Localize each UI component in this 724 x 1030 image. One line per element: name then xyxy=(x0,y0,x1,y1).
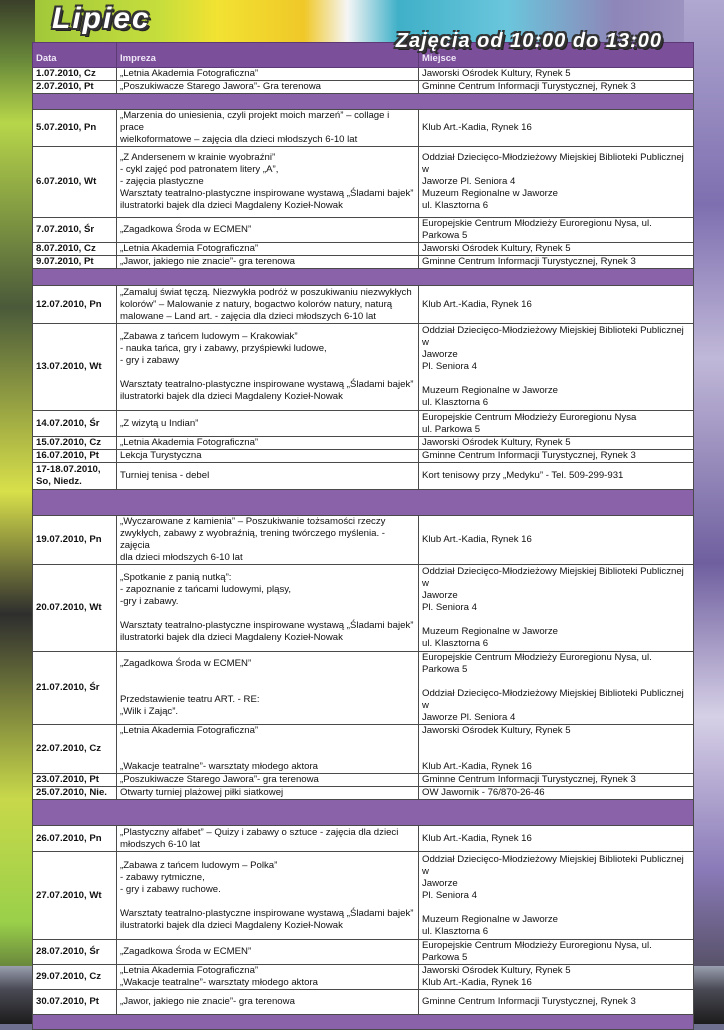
week-separator xyxy=(33,1015,694,1030)
place-cell: Oddział Dziecięco-Młodzieżowy Miejskiej Biblioteki Publicznej w Jaworze Pl. Seniora 4 Muzeum Regionalne w Jaworze ul. Klasztorna 6 xyxy=(419,147,694,218)
event-cell: „Plastyczny alfabet” – Quizy i zabawy o sztuce - zajęcia dla dzieci młodszych 6-10 lat xyxy=(117,826,419,852)
date-cell: 26.07.2010, Pn xyxy=(33,826,117,852)
place-cell: Klub Art.-Kadia, Rynek 16 xyxy=(419,516,694,565)
event-cell: „Poszukiwacze Starego Jawora”- gra terenowa xyxy=(117,774,419,787)
week-separator-cell xyxy=(33,94,694,110)
table-row xyxy=(33,147,694,218)
week-separator-cell xyxy=(33,800,694,826)
date-cell: 13.07.2010, Wt xyxy=(33,324,117,411)
date-cell: 6.07.2010, Wt xyxy=(33,147,117,218)
event-cell: „Z wizytą u Indian” xyxy=(117,411,419,437)
event-cell: „Jawor, jakiego nie znacie”- gra terenowa xyxy=(117,256,419,269)
table-row xyxy=(33,965,694,990)
table-row xyxy=(33,652,694,725)
event-cell: „Wyczarowane z kamienia” – Poszukiwanie tożsamości rzeczy zwykłych, zabawy z wyobraźnią, trening twórczego myślenia. - zajęcia dla dzieci młodszych 6-10 lat xyxy=(117,516,419,565)
table-row xyxy=(33,725,694,774)
event-cell: „Zamaluj świat tęczą. Niezwykła podróż w poszukiwaniu niezwykłych kolorów” – Malowanie z natury, bogactwo kolorów natury, naturą malowane – Land art. - zajęcia dla dzieci młodszych 6-10 lat xyxy=(117,286,419,324)
date-cell: 12.07.2010, Pn xyxy=(33,286,117,324)
table-row xyxy=(33,463,694,490)
column-header-place: Miejsce xyxy=(419,43,694,68)
column-header-date: Data xyxy=(33,43,117,68)
place-cell: Klub Art.-Kadia, Rynek 16 xyxy=(419,286,694,324)
table-row xyxy=(33,826,694,852)
event-cell: „Letnia Akademia Fotograficzna” xyxy=(117,243,419,256)
event-cell: „Zabawa z tańcem ludowym – Krakowiak” - nauka tańca, gry i zabawy, przyśpiewki ludowe, - gry i zabawy Warsztaty teatralno-plastyczne inspirowane wystawą „Śladami bajek” ilustratorki bajek dla dzieci Magdaleny Kozieł-Nowak xyxy=(117,324,419,411)
date-cell: 20.07.2010, Wt xyxy=(33,565,117,652)
event-cell: „Zagadkowa Środa w ECMEN” Przedstawienie teatru ART. - RE: „Wilk i Zając”. xyxy=(117,652,419,725)
week-separator-cell xyxy=(33,269,694,286)
month-title: Lipiec xyxy=(52,2,151,35)
table-row xyxy=(33,852,694,940)
schedule-table-wrapper xyxy=(32,42,693,1030)
event-cell: Turniej tenisa - debel xyxy=(117,463,419,490)
place-cell: Oddział Dziecięco-Młodzieżowy Miejskiej Biblioteki Publicznej w Jaworze Pl. Seniora 4 Muzeum Regionalne w Jaworze ul. Klasztorna 6 xyxy=(419,565,694,652)
place-cell: Jaworski Ośrodek Kultury, Rynek 5 Klub Art.-Kadia, Rynek 16 xyxy=(419,725,694,774)
event-cell: „Spotkanie z panią nutką”: - zapoznanie z tańcami ludowymi, pląsy, -gry i zabawy. Warsztaty teatralno-plastyczne inspirowane wystawą „Śladami bajek” ilustratorki bajek dla dzieci Magdaleny Kozieł-Nowak xyxy=(117,565,419,652)
place-cell: OW Jawornik - 76/870-26-46 xyxy=(419,787,694,800)
week-separator xyxy=(33,800,694,826)
place-cell: Gminne Centrum Informacji Turystycznej, Rynek 3 xyxy=(419,256,694,269)
table-row xyxy=(33,218,694,243)
date-cell: 21.07.2010, Śr xyxy=(33,652,117,725)
event-cell: „Zagadkowa Środa w ECMEN” xyxy=(117,940,419,965)
week-separator xyxy=(33,94,694,110)
table-row xyxy=(33,990,694,1015)
place-cell: Gminne Centrum Informacji Turystycznej, Rynek 3 xyxy=(419,450,694,463)
hours-title: Zajęcia od 10:00 do 13:00 xyxy=(395,30,662,52)
schedule-table xyxy=(32,42,694,1030)
event-cell: „Letnia Akademia Fotograficzna” xyxy=(117,437,419,450)
table-row xyxy=(33,68,694,81)
event-cell: „Zabawa z tańcem ludowym – Polka” - zabawy rytmiczne, - gry i zabawy ruchowe. Warsztaty teatralno-plastyczne inspirowane wystawą „Śladami bajek” ilustratorki bajek dla dzieci Magdaleny Kozieł-Nowak xyxy=(117,852,419,940)
event-cell: „Letnia Akademia Fotograficzna” „Wakacje teatralne”- warsztaty młodego aktora xyxy=(117,725,419,774)
event-cell: „Poszukiwacze Starego Jawora”- Gra terenowa xyxy=(117,81,419,94)
place-cell: Oddział Dziecięco-Młodzieżowy Miejskiej Biblioteki Publicznej w Jaworze Pl. Seniora 4 Muzeum Regionalne w Jaworze ul. Klasztorna 6 xyxy=(419,852,694,940)
place-cell: Europejskie Centrum Młodzieży Euroregionu Nysa, ul. Parkowa 5 xyxy=(419,940,694,965)
date-cell: 7.07.2010, Śr xyxy=(33,218,117,243)
table-row xyxy=(33,81,694,94)
table-row xyxy=(33,243,694,256)
date-cell: 2.07.2010, Pt xyxy=(33,81,117,94)
place-cell: Oddział Dziecięco-Młodzieżowy Miejskiej Biblioteki Publicznej w Jaworze Pl. Seniora 4 Muzeum Regionalne w Jaworze ul. Klasztorna 6 xyxy=(419,324,694,411)
table-row xyxy=(33,437,694,450)
table-row xyxy=(33,774,694,787)
event-cell: „Marzenia do uniesienia, czyli projekt moich marzeń” – collage i prace wielkoformatowe – zajęcia dla dzieci młodszych 6-10 lat xyxy=(117,110,419,147)
table-row xyxy=(33,787,694,800)
date-cell: 16.07.2010, Pt xyxy=(33,450,117,463)
event-cell: „Jawor, jakiego nie znacie”- gra terenowa xyxy=(117,990,419,1015)
schedule-body xyxy=(33,68,694,1030)
place-cell: Kort tenisowy przy „Medyku” - Tel. 509-299-931 xyxy=(419,463,694,490)
place-cell: Gminne Centrum Informacji Turystycznej, Rynek 3 xyxy=(419,81,694,94)
table-row xyxy=(33,940,694,965)
table-row xyxy=(33,256,694,269)
date-cell: 15.07.2010, Cz xyxy=(33,437,117,450)
event-cell: „Letnia Akademia Fotograficzna” „Wakacje teatralne”- warsztaty młodego aktora xyxy=(117,965,419,990)
event-cell: Lekcja Turystyczna xyxy=(117,450,419,463)
event-cell: Otwarty turniej plażowej piłki siatkowej xyxy=(117,787,419,800)
week-separator-cell xyxy=(33,1015,694,1030)
date-cell: 25.07.2010, Nie. xyxy=(33,787,117,800)
place-cell: Jaworski Ośrodek Kultury, Rynek 5 Klub Art.-Kadia, Rynek 16 xyxy=(419,965,694,990)
table-row xyxy=(33,516,694,565)
date-cell: 29.07.2010, Cz xyxy=(33,965,117,990)
date-cell: 28.07.2010, Śr xyxy=(33,940,117,965)
week-separator xyxy=(33,490,694,516)
place-cell: Europejskie Centrum Młodzieży Euroregionu Nysa ul. Parkowa 5 xyxy=(419,411,694,437)
column-header-event: Impreza xyxy=(117,43,419,68)
table-row xyxy=(33,110,694,147)
date-cell: 30.07.2010, Pt xyxy=(33,990,117,1015)
background-left-strip xyxy=(0,0,35,1024)
table-row xyxy=(33,450,694,463)
place-cell: Jaworski Ośrodek Kultury, Rynek 5 xyxy=(419,68,694,81)
event-cell: „Zagadkowa Środa w ECMEN” xyxy=(117,218,419,243)
date-cell: 5.07.2010, Pn xyxy=(33,110,117,147)
place-cell: Europejskie Centrum Młodzieży Euroregionu Nysa, ul. Parkowa 5 Oddział Dziecięco-Młodzieżowy Miejskiej Biblioteki Publicznej w Jaworze Pl. Seniora 4 xyxy=(419,652,694,725)
table-row xyxy=(33,565,694,652)
event-cell: „Letnia Akademia Fotograficzna” xyxy=(117,68,419,81)
table-row xyxy=(33,286,694,324)
date-cell: 22.07.2010, Cz xyxy=(33,725,117,774)
date-cell: 1.07.2010, Cz xyxy=(33,68,117,81)
place-cell: Europejskie Centrum Młodzieży Euroregionu Nysa, ul. Parkowa 5 xyxy=(419,218,694,243)
week-separator xyxy=(33,269,694,286)
date-cell: 19.07.2010, Pn xyxy=(33,516,117,565)
place-cell: Gminne Centrum Informacji Turystycznej, Rynek 3 xyxy=(419,990,694,1015)
place-cell: Klub Art.-Kadia, Rynek 16 xyxy=(419,826,694,852)
place-cell: Jaworski Ośrodek Kultury, Rynek 5 xyxy=(419,243,694,256)
table-row xyxy=(33,324,694,411)
date-cell: 23.07.2010, Pt xyxy=(33,774,117,787)
date-cell: 8.07.2010, Cz xyxy=(33,243,117,256)
date-cell: 9.07.2010, Pt xyxy=(33,256,117,269)
place-cell: Klub Art.-Kadia, Rynek 16 xyxy=(419,110,694,147)
week-separator-cell xyxy=(33,490,694,516)
place-cell: Gminne Centrum Informacji Turystycznej, Rynek 3 xyxy=(419,774,694,787)
date-cell: 27.07.2010, Wt xyxy=(33,852,117,940)
date-cell: 14.07.2010, Śr xyxy=(33,411,117,437)
place-cell: Jaworski Ośrodek Kultury, Rynek 5 xyxy=(419,437,694,450)
table-row xyxy=(33,411,694,437)
event-cell: „Z Andersenem w krainie wyobraźni” - cykl zajęć pod patronatem litery „A”, - zajęcia plastyczne Warsztaty teatralno-plastyczne inspirowane wystawą „Śladami bajek” ilustratorki bajek dla dzieci Magdaleny Kozieł-Nowak xyxy=(117,147,419,218)
date-cell: 17-18.07.2010, So, Niedz. xyxy=(33,463,117,490)
